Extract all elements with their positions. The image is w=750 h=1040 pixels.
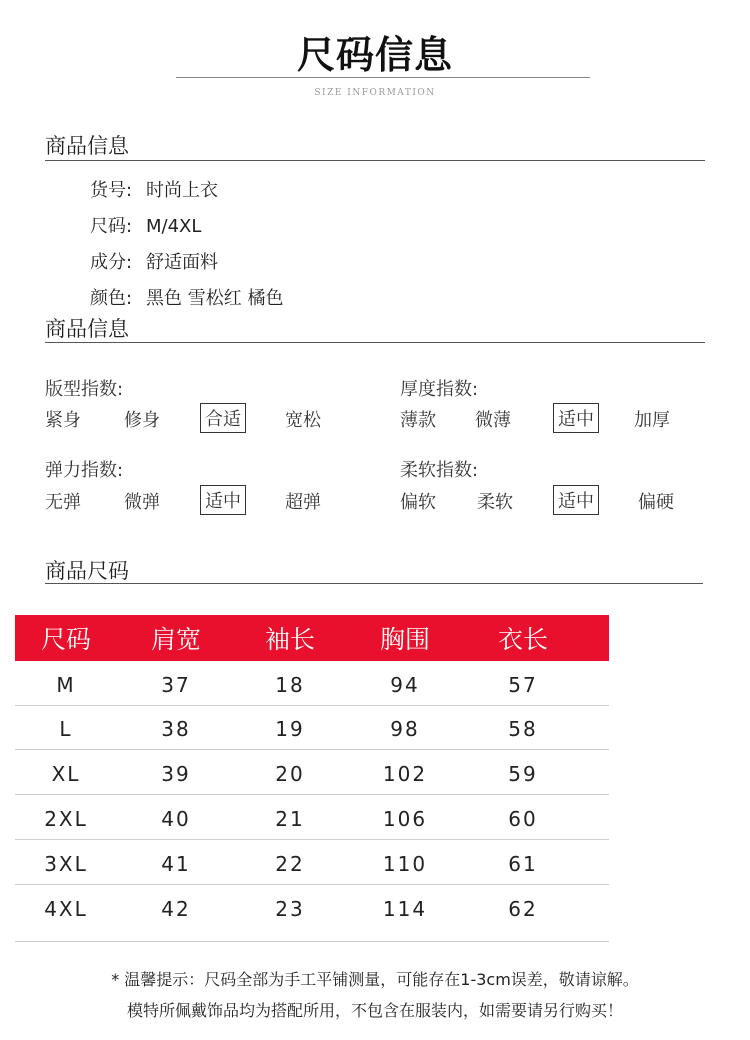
thickness-option: 微薄 bbox=[475, 410, 511, 431]
thickness-option: 薄款 bbox=[400, 410, 436, 431]
info-value: M/4XL bbox=[146, 216, 202, 237]
table-cell: 94 bbox=[390, 673, 420, 697]
table-cell: 22 bbox=[275, 852, 305, 876]
column-header: 衣长 bbox=[497, 625, 548, 654]
column-header: 袖长 bbox=[264, 625, 315, 654]
softness-option-selected: 适中 bbox=[553, 485, 599, 515]
info-row-item-no bbox=[90, 176, 218, 202]
row-divider bbox=[15, 794, 609, 795]
table-cell: M bbox=[56, 673, 76, 697]
accessory-note: 模特所佩戴饰品均为搭配所用，不包含在服装内，如需要请另行购买！ bbox=[126, 1001, 623, 1020]
page-title: 尺码信息 bbox=[296, 33, 453, 77]
row-divider bbox=[15, 941, 609, 942]
section-divider bbox=[45, 160, 705, 161]
fit-option: 宽松 bbox=[285, 410, 321, 431]
fit-index-label: 版型指数: bbox=[45, 379, 124, 400]
column-header: 肩宽 bbox=[150, 625, 201, 654]
page-subtitle: SIZE INFORMATION bbox=[314, 88, 436, 98]
fit-option-selected: 合适 bbox=[200, 403, 246, 433]
thickness-option-selected: 适中 bbox=[553, 403, 599, 433]
section-divider bbox=[45, 342, 705, 343]
table-cell: 59 bbox=[508, 762, 538, 786]
row-divider bbox=[15, 705, 609, 706]
elasticity-option: 微弹 bbox=[124, 492, 160, 513]
section-divider bbox=[45, 583, 703, 584]
info-label: 货号: bbox=[90, 180, 133, 201]
column-header: 胸围 bbox=[379, 625, 430, 654]
table-cell: 38 bbox=[161, 717, 191, 741]
table-cell: 42 bbox=[161, 897, 191, 921]
info-label: 尺码: bbox=[90, 216, 133, 237]
title-divider bbox=[176, 77, 590, 78]
size-table-heading: 商品尺码 bbox=[45, 559, 129, 583]
info-label: 颜色: bbox=[90, 288, 133, 309]
softness-option: 柔软 bbox=[477, 492, 513, 513]
fit-option: 紧身 bbox=[45, 410, 81, 431]
table-cell: 58 bbox=[508, 717, 538, 741]
row-divider bbox=[15, 839, 609, 840]
table-cell: L bbox=[59, 717, 73, 741]
info-row-material bbox=[90, 248, 218, 274]
elasticity-option-selected: 适中 bbox=[200, 485, 246, 515]
table-cell: 40 bbox=[161, 807, 191, 831]
thickness-index-label: 厚度指数: bbox=[400, 379, 479, 400]
table-cell: 57 bbox=[508, 673, 538, 697]
table-cell: XL bbox=[51, 762, 81, 786]
table-cell: 98 bbox=[390, 717, 420, 741]
column-header: 尺码 bbox=[40, 625, 91, 654]
fit-option: 修身 bbox=[124, 410, 160, 431]
softness-index-label: 柔软指数: bbox=[400, 460, 479, 481]
indices-heading: 商品信息 bbox=[45, 317, 129, 341]
table-cell: 2XL bbox=[44, 807, 88, 831]
table-cell: 41 bbox=[161, 852, 191, 876]
row-divider bbox=[15, 749, 609, 750]
softness-option: 偏软 bbox=[400, 492, 436, 513]
elasticity-index-label: 弹力指数: bbox=[45, 460, 124, 481]
table-cell: 23 bbox=[275, 897, 305, 921]
table-cell: 102 bbox=[382, 762, 428, 786]
table-cell: 3XL bbox=[44, 852, 88, 876]
info-value: 黑色 雪松红 橘色 bbox=[146, 288, 284, 309]
table-cell: 106 bbox=[382, 807, 428, 831]
table-cell: 37 bbox=[161, 673, 191, 697]
softness-option: 偏硬 bbox=[638, 492, 674, 513]
elasticity-option: 超弹 bbox=[285, 492, 321, 513]
row-divider bbox=[15, 884, 609, 885]
product-info-heading: 商品信息 bbox=[45, 134, 129, 158]
table-cell: 62 bbox=[508, 897, 538, 921]
table-cell: 110 bbox=[382, 852, 428, 876]
table-cell: 60 bbox=[508, 807, 538, 831]
info-row-color bbox=[90, 284, 283, 310]
table-cell: 39 bbox=[161, 762, 191, 786]
info-label: 成分: bbox=[90, 252, 133, 273]
size-note: * 温馨提示：尺码全部为手工平铺测量，可能存在1-3cm误差，敬请谅解。 bbox=[111, 970, 639, 989]
info-row-size bbox=[90, 212, 201, 238]
info-value: 时尚上衣 bbox=[146, 180, 218, 201]
table-cell: 21 bbox=[275, 807, 305, 831]
table-cell: 4XL bbox=[44, 897, 88, 921]
table-cell: 19 bbox=[275, 717, 305, 741]
info-value: 舒适面料 bbox=[146, 252, 218, 273]
table-cell: 18 bbox=[275, 673, 305, 697]
elasticity-option: 无弹 bbox=[45, 492, 81, 513]
thickness-option: 加厚 bbox=[634, 410, 670, 431]
table-cell: 20 bbox=[275, 762, 305, 786]
table-cell: 61 bbox=[508, 852, 538, 876]
table-cell: 114 bbox=[382, 897, 428, 921]
